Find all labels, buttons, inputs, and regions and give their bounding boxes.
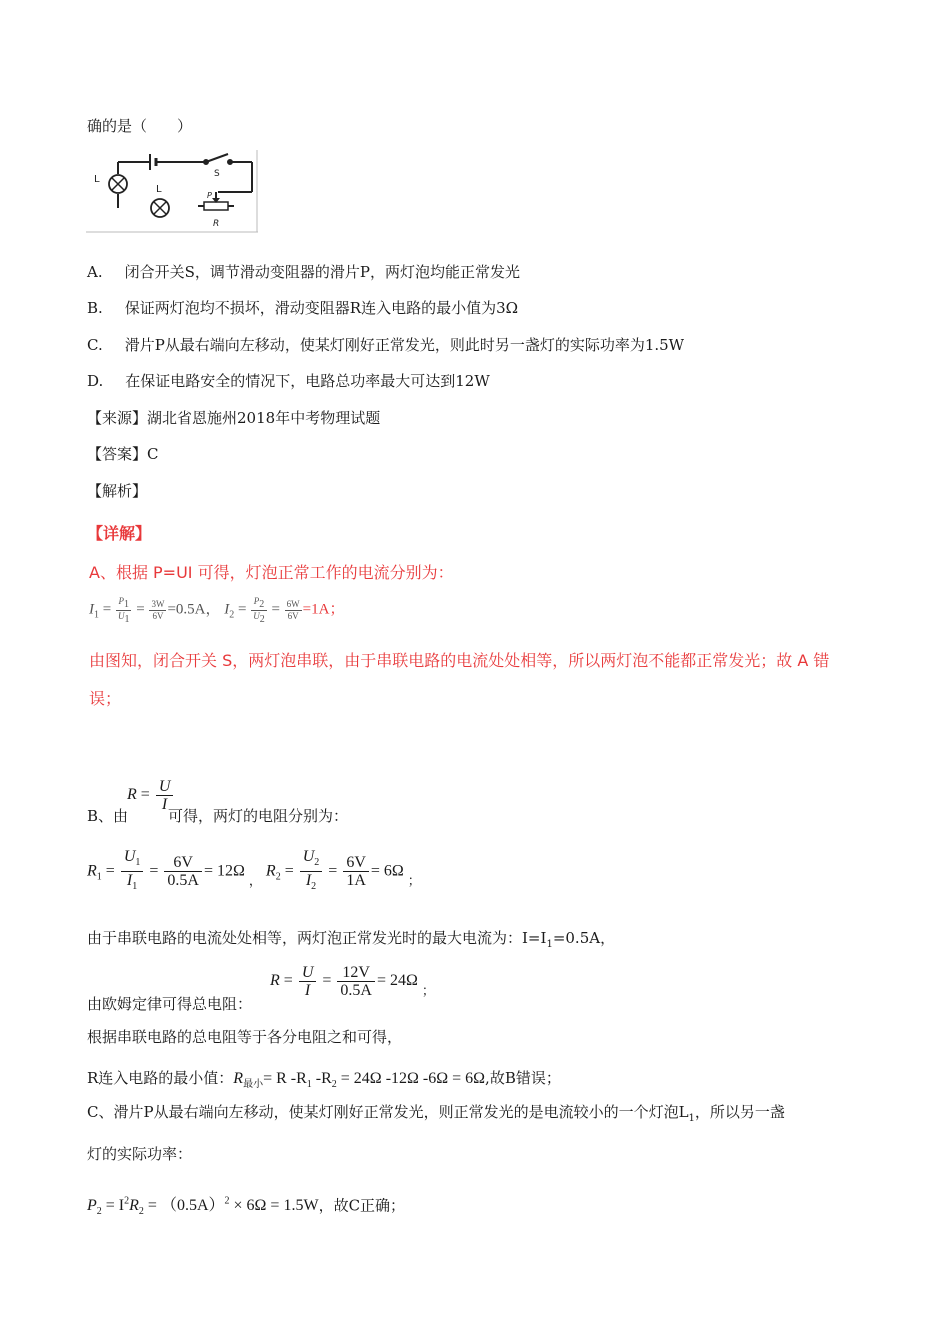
detail-a-line: A、根据 P=UI 可得，灯泡正常工作的电流分别为： (89, 563, 454, 582)
source-line: 【来源】湖北省恩施州2018年中考物理试题 (87, 409, 381, 427)
label-r: R (213, 219, 220, 229)
label-l2: L (156, 184, 162, 195)
label-p: P (207, 191, 212, 200)
question-stem-tail: 确的是（ ） (87, 117, 193, 135)
lamp-l2-icon (151, 199, 169, 217)
analysis-label: 【解析】 (87, 482, 148, 500)
detail-a-formula: $I_1$ = $\frac{P_1}{U_1}$ = $\frac{3W}{6V}$ =0.5A， $I_2$ = $\frac{P_2}{U_2}$ = $\frac{6W}{6V}$ =1A； (89, 596, 345, 625)
c-line-1: C、滑片P从最右端向左移动，使某灯刚好正常发光，则正常发光的是电流较小的一个灯泡$L_1$，所以另一盏 (87, 1103, 785, 1124)
ohm-prefix: 由欧姆定律可得总电阻： (87, 995, 253, 1013)
option-d: D. 在保证电路安全的情况下，电路总功率最大可达到12W (87, 372, 490, 390)
detail-a-conclusion-2: 误； (89, 689, 122, 708)
answer-line: 【答案】C (87, 445, 159, 463)
current-line: 由于串联电路的电流处处相等，两灯泡正常发光时的最大电流为：$I=I_1=0.5A$， (87, 929, 616, 950)
sum-line: 根据串联电路的总电阻等于各分电阻之和可得， (87, 1028, 403, 1046)
b-formula: R = $\frac{U}{I}$ (127, 778, 175, 813)
b-prefix: B、由 (87, 807, 129, 825)
option-a: A. 闭合开关S，调节滑动变阻器的滑片P，两灯泡均能正常发光 (87, 263, 520, 281)
option-b: B. 保证两灯泡均不损坏，滑动变阻器R连入电路的最小值为3Ω (87, 299, 519, 317)
b-suffix: 可得，两灯的电阻分别为： (168, 807, 349, 825)
detail-a-conclusion-1: 由图知，闭合开关 S，两灯泡串联，由于串联电路的电流处处相等，所以两灯泡不能都正常发光；故 A 错 (89, 651, 830, 670)
ohm-formula: R = $\frac{U}{I}$ = $\frac{12V}{0.5A}$ = 24Ω $_;$ (270, 964, 435, 999)
circuit-diagram (86, 148, 260, 234)
r-formula: $R_1$ = $\frac{U_1}{I_1}$ = $\frac{6V}{0.5A}$ = 12Ω $_,$ $R_2$ = $\frac{U_2}{I_2}$ = $\frac{6V}{1A}$ = 6Ω $_;$ (87, 848, 421, 893)
rmin-line: R连入电路的最小值：$R_{最小}= R$ $-R_1$ $-R_2 = 24\Omega$ -12Ω -6Ω = 6Ω,故B错误； (87, 1069, 561, 1091)
label-l1: L (94, 174, 100, 185)
c-line-2: 灯的实际功率： (87, 1145, 193, 1163)
p-line: $P_2 = I^2R_2 = (0.5A)^2 \times 6\Omega = 1.5W$，故C正确； (87, 1196, 406, 1218)
detail-label: 【详解】 (87, 524, 152, 543)
label-switch: S (214, 169, 220, 179)
lamp-l1-icon (109, 175, 127, 193)
option-c: C. 滑片P从最右端向左移动，使某灯刚好正常发光，则此时另一盏灯的实际功率为1.5W (87, 336, 685, 354)
